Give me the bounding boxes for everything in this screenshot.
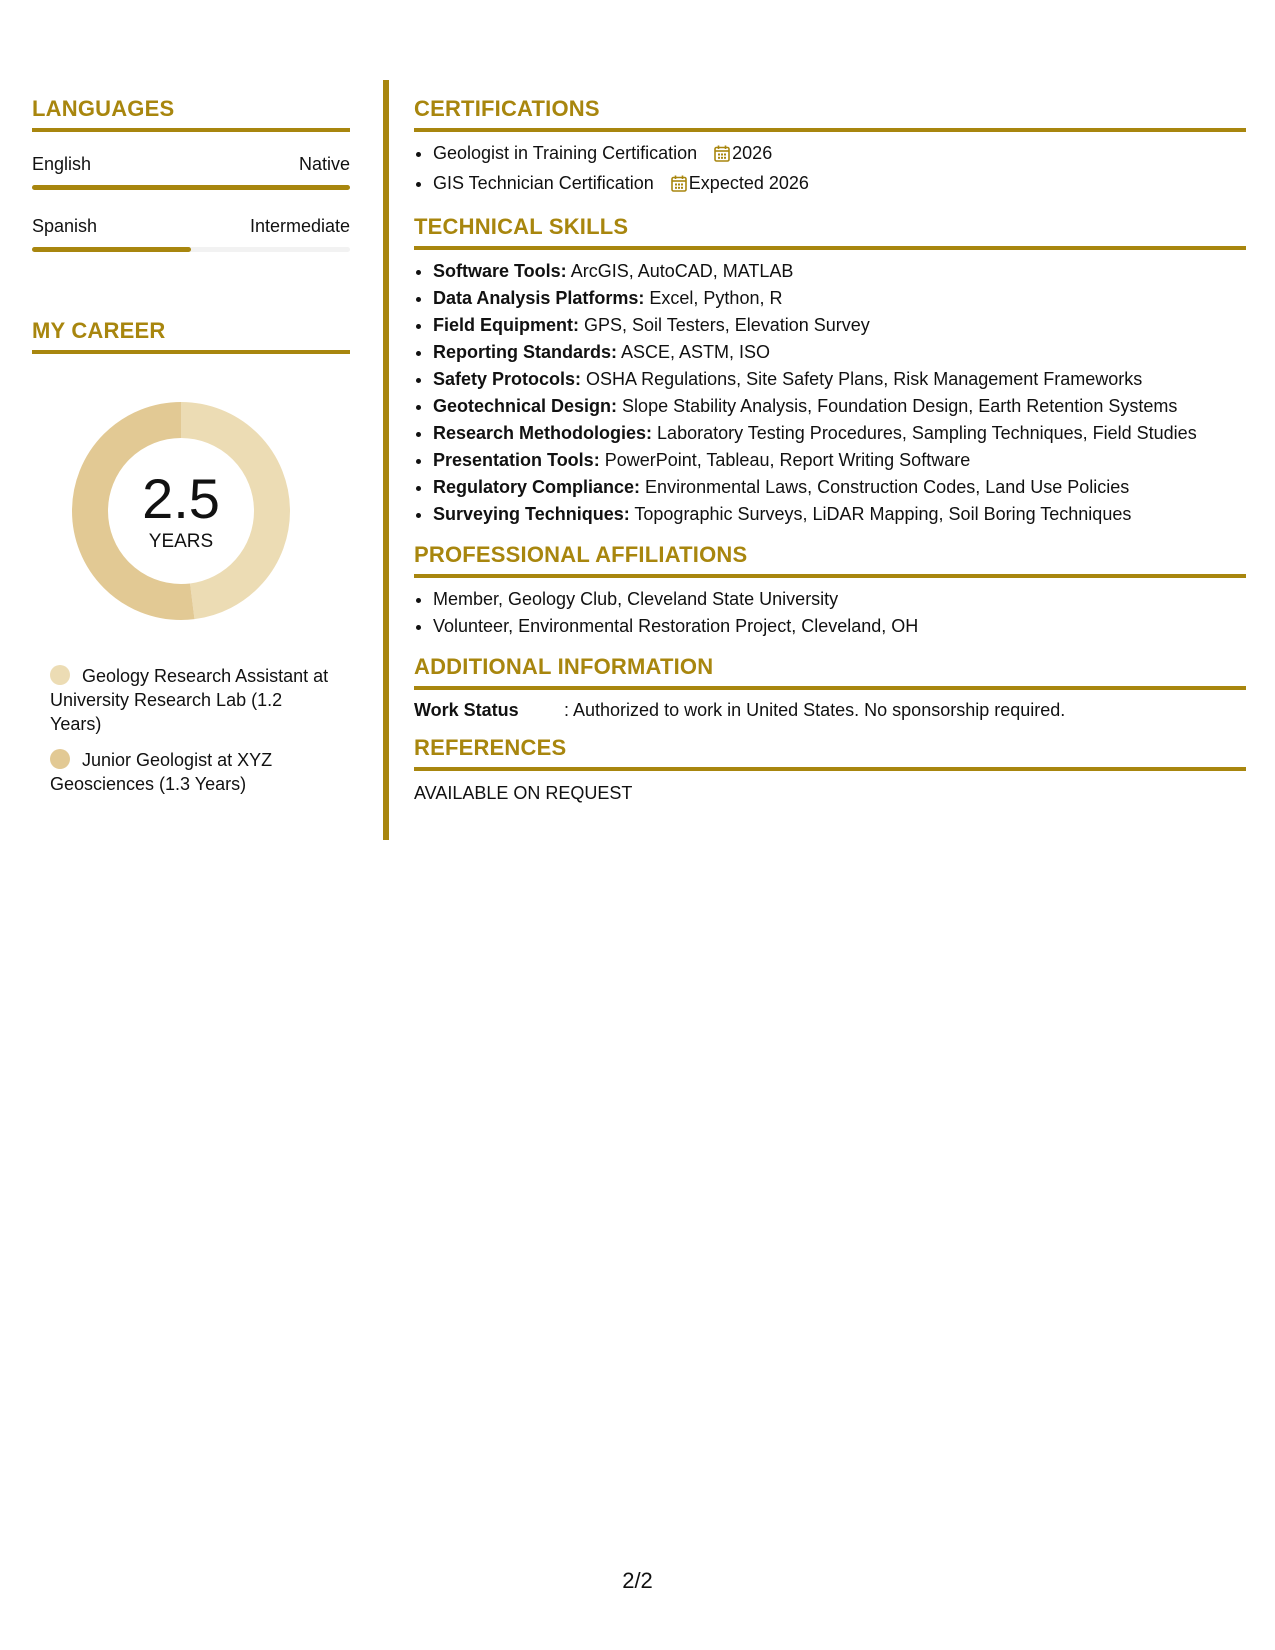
skill-value: OSHA Regulations, Site Safety Plans, Risk Management Frameworks xyxy=(581,369,1143,389)
references-text: AVAILABLE ON REQUEST xyxy=(414,783,633,803)
skill-label: Presentation Tools: xyxy=(433,450,600,470)
skill-item xyxy=(433,501,1246,528)
technical-skills-section xyxy=(414,214,1246,528)
affiliations-title: PROFESSIONAL AFFILIATIONS xyxy=(414,542,1246,578)
additional-info-title: ADDITIONAL INFORMATION xyxy=(414,654,1246,690)
skill-label: Surveying Techniques: xyxy=(433,504,630,524)
skill-label: Safety Protocols: xyxy=(433,369,582,389)
certification-item xyxy=(433,170,1246,200)
skill-item xyxy=(433,447,1246,474)
language-proficiency-fill xyxy=(32,185,350,190)
skill-label: Data Analysis Platforms: xyxy=(433,288,645,308)
skill-value: ASCE, ASTM, ISO xyxy=(617,342,771,362)
skill-value: Topographic Surveys, LiDAR Mapping, Soil Boring Techniques xyxy=(629,504,1132,524)
skill-label: Regulatory Compliance: xyxy=(433,477,641,497)
work-status-label: Work Status xyxy=(414,700,519,720)
skill-value: Excel, Python, R xyxy=(644,288,783,308)
languages-section xyxy=(32,96,350,252)
career-section xyxy=(32,318,350,796)
page-number: 2/2 xyxy=(622,1568,653,1593)
legend-item xyxy=(50,748,330,796)
certification-name: Geologist in Training Certification xyxy=(433,143,698,163)
technical-skills-list xyxy=(414,258,1246,528)
affiliation-item: • Volunteer, Environmental Restoration Project, Cleveland, OH xyxy=(433,613,1246,640)
skill-item xyxy=(433,285,1246,312)
certification-date: 2026 xyxy=(732,143,773,163)
skill-value: Environmental Laws, Construction Codes, Land Use Policies xyxy=(640,477,1130,497)
skill-value: Slope Stability Analysis, Foundation Design, Earth Retention Systems xyxy=(617,396,1178,416)
career-title: MY CAREER xyxy=(32,318,350,354)
affiliations-section xyxy=(414,542,1246,640)
additional-info-section xyxy=(414,654,1246,721)
skill-item xyxy=(433,339,1246,366)
language-proficiency-fill xyxy=(32,247,191,252)
certification-item xyxy=(433,140,1246,170)
skill-item xyxy=(433,258,1246,285)
references-title: REFERENCES xyxy=(414,735,1246,771)
career-donut-chart xyxy=(66,396,296,626)
skill-label: Field Equipment: xyxy=(433,315,579,335)
language-proficiency-bar xyxy=(32,185,350,190)
skill-value: PowerPoint, Tableau, Report Writing Software xyxy=(599,450,971,470)
skill-value: Laboratory Testing Procedures, Sampling Techniques, Field Studies xyxy=(652,423,1197,443)
skill-label: Research Methodologies: xyxy=(433,423,653,443)
language-name: Spanish xyxy=(32,216,98,236)
technical-skills-title: TECHNICAL SKILLS xyxy=(414,214,1246,250)
skill-item xyxy=(433,420,1246,447)
column-divider xyxy=(383,80,389,840)
work-status-value: : Authorized to work in United States. No sponsorship required. xyxy=(564,700,1066,720)
skill-item xyxy=(433,312,1246,339)
skill-item xyxy=(433,393,1246,420)
language-level: Intermediate xyxy=(249,216,350,236)
skill-item xyxy=(433,474,1246,501)
skill-label: Geotechnical Design: xyxy=(433,396,618,416)
language-item xyxy=(32,216,350,252)
donut-center xyxy=(66,396,296,626)
legend-dot xyxy=(50,665,70,685)
career-legend xyxy=(50,664,330,796)
right-column xyxy=(414,96,1246,804)
skill-label: Reporting Standards: xyxy=(433,342,618,362)
legend-label: Junior Geologist at XYZ Geosciences (1.3 Years) xyxy=(50,750,273,794)
left-column xyxy=(32,96,350,796)
certification-date: Expected 2026 xyxy=(688,173,809,193)
career-total-unit: YEARS xyxy=(148,531,214,552)
legend-dot xyxy=(50,749,70,769)
calendar-icon xyxy=(671,173,687,200)
certifications-section xyxy=(414,96,1246,200)
language-level: Native xyxy=(298,154,350,174)
skill-label: Software Tools: xyxy=(433,261,567,281)
legend-label: Geology Research Assistant at University Research Lab (1.2 Years) xyxy=(50,666,329,734)
certification-name: GIS Technician Certification xyxy=(433,173,654,193)
certifications-list xyxy=(414,140,1246,200)
skill-item xyxy=(433,366,1246,393)
work-status-row xyxy=(414,700,1246,721)
legend-item xyxy=(50,664,330,736)
language-name: English xyxy=(32,154,92,174)
skill-value: GPS, Soil Testers, Elevation Survey xyxy=(579,315,870,335)
references-section xyxy=(414,735,1246,804)
calendar-icon xyxy=(714,143,730,170)
career-total-years: 2.5 xyxy=(142,467,220,530)
affiliations-list xyxy=(414,586,1246,640)
affiliation-item: • Member, Geology Club, Cleveland State University xyxy=(433,586,1246,613)
certifications-title: CERTIFICATIONS xyxy=(414,96,1246,132)
languages-title: LANGUAGES xyxy=(32,96,350,132)
skill-value: ArcGIS, AutoCAD, MATLAB xyxy=(566,261,794,281)
language-proficiency-bar xyxy=(32,247,350,252)
language-item xyxy=(32,154,350,190)
